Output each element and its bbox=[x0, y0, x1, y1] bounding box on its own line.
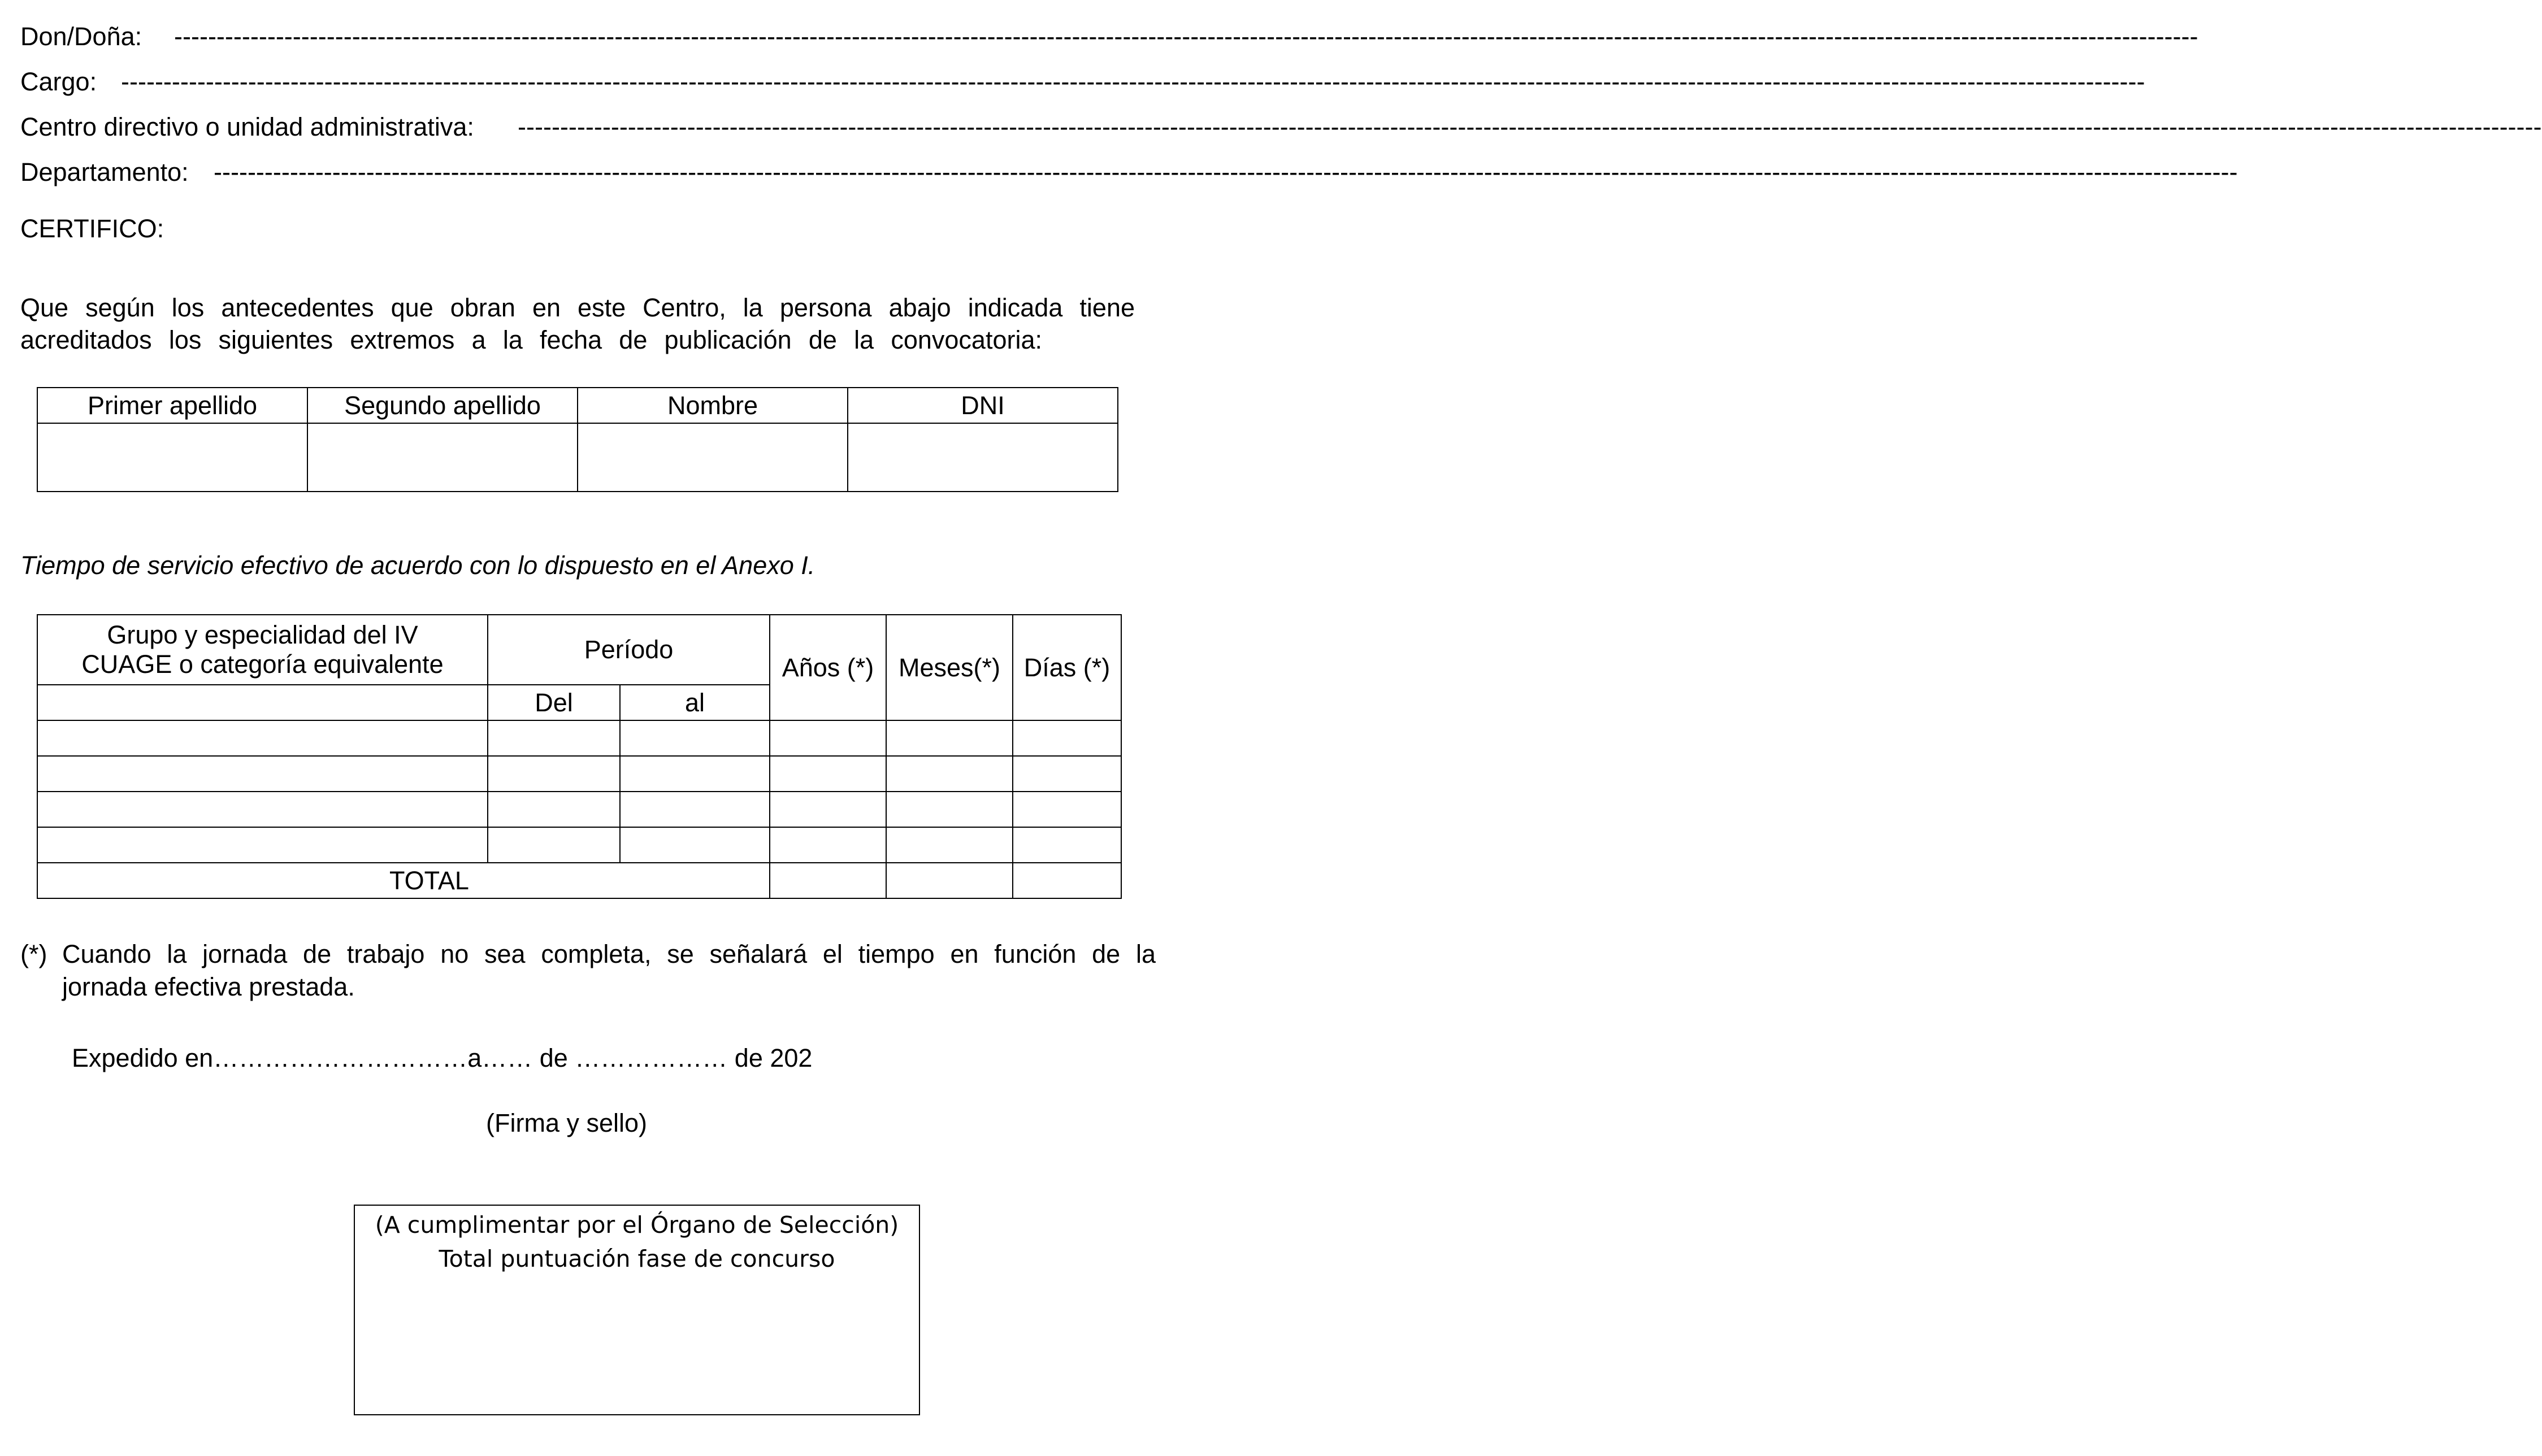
total-row bbox=[37, 863, 1121, 898]
cell-grupo[interactable] bbox=[37, 756, 488, 792]
cell-al[interactable] bbox=[620, 792, 770, 827]
field-don-dona[interactable] bbox=[20, 22, 2198, 51]
cell-al[interactable] bbox=[620, 756, 770, 792]
header-meses: Meses(*) bbox=[886, 615, 1013, 720]
cell-grupo[interactable] bbox=[37, 720, 488, 756]
cell-segundo-apellido[interactable] bbox=[307, 423, 578, 492]
cell-al[interactable] bbox=[620, 720, 770, 756]
cell-nombre[interactable] bbox=[578, 423, 848, 492]
header-grupo-line-2: CUAGE o categoría equivalente bbox=[81, 650, 444, 679]
field-cargo[interactable] bbox=[20, 67, 2145, 96]
dotted-input-line[interactable]: ----------------------------------------------------------------------------------------------------------------------------------------------------------------------------------------------------------------------------------------------- bbox=[214, 158, 2238, 186]
header-grupo-especialidad bbox=[37, 615, 488, 685]
selection-box-line-2: Total puntuación fase de concurso bbox=[439, 1245, 835, 1272]
cell-meses[interactable] bbox=[886, 792, 1013, 827]
total-meses[interactable] bbox=[886, 863, 1013, 898]
service-row bbox=[37, 720, 1121, 756]
header-segundo-apellido: Segundo apellido bbox=[307, 388, 578, 423]
header-al: al bbox=[620, 685, 770, 720]
cell-dias[interactable] bbox=[1013, 792, 1121, 827]
cell-del[interactable] bbox=[488, 792, 620, 827]
cell-meses[interactable] bbox=[886, 720, 1013, 756]
cell-anos[interactable] bbox=[770, 827, 886, 863]
field-label: Departamento: bbox=[20, 158, 189, 186]
service-row bbox=[37, 827, 1121, 863]
cell-anos[interactable] bbox=[770, 720, 886, 756]
header-anos: Años (*) bbox=[770, 615, 886, 720]
cell-anos[interactable] bbox=[770, 756, 886, 792]
header-dias: Días (*) bbox=[1013, 615, 1121, 720]
dotted-input-line[interactable]: ----------------------------------------------------------------------------------------------------------------------------------------------------------------------------------------------------------------------------------------------- bbox=[518, 112, 2542, 141]
note-line-2: jornada efectiva prestada. bbox=[62, 972, 355, 1001]
note-line-1: Cuando la jornada de trabajo no sea completa, se señalará el tiempo en función de la bbox=[62, 940, 1156, 968]
person-table bbox=[37, 387, 1118, 492]
dotted-input-line[interactable]: ----------------------------------------------------------------------------------------------------------------------------------------------------------------------------------------------------------------------------------------------- bbox=[121, 67, 2145, 96]
cell-dni[interactable] bbox=[848, 423, 1118, 492]
field-label: Cargo: bbox=[20, 67, 97, 96]
cell-del[interactable] bbox=[488, 756, 620, 792]
intro-line-1: Que según los antecedentes que obran en este Centro, la persona abajo indicada tiene bbox=[20, 293, 1135, 322]
cell-primer-apellido[interactable] bbox=[37, 423, 307, 492]
header-dni: DNI bbox=[848, 388, 1118, 423]
cell-del[interactable] bbox=[488, 720, 620, 756]
service-table bbox=[37, 614, 1122, 899]
field-label: Centro directivo o unidad administrativa: bbox=[20, 112, 474, 141]
cell-meses[interactable] bbox=[886, 827, 1013, 863]
cell-grupo[interactable] bbox=[37, 792, 488, 827]
dotted-input-line[interactable]: ----------------------------------------------------------------------------------------------------------------------------------------------------------------------------------------------------------------------------------------------- bbox=[174, 22, 2198, 51]
intro-line-2: acreditados los siguientes extremos a la fecha de publicación de la convocatoria: bbox=[20, 325, 1042, 354]
selection-box[interactable] bbox=[354, 1205, 920, 1415]
header-periodo: Período bbox=[488, 615, 770, 685]
total-anos[interactable] bbox=[770, 863, 886, 898]
field-departamento[interactable] bbox=[20, 158, 2238, 186]
cell-dias[interactable] bbox=[1013, 720, 1121, 756]
cell-grupo[interactable] bbox=[37, 827, 488, 863]
field-label: Don/Doña: bbox=[20, 22, 142, 51]
cell-del[interactable] bbox=[488, 827, 620, 863]
service-title: Tiempo de servicio efectivo de acuerdo con lo dispuesto en el Anexo I. bbox=[20, 551, 815, 580]
cell-dias[interactable] bbox=[1013, 827, 1121, 863]
service-row bbox=[37, 756, 1121, 792]
service-row bbox=[37, 792, 1121, 827]
cell-anos[interactable] bbox=[770, 792, 886, 827]
service-row-0-grupo[interactable] bbox=[37, 685, 488, 720]
firma-y-sello: (Firma y sello) bbox=[486, 1109, 648, 1137]
header-nombre: Nombre bbox=[578, 388, 848, 423]
total-dias[interactable] bbox=[1013, 863, 1121, 898]
selection-box-line-1: (A cumplimentar por el Órgano de Selección) bbox=[375, 1211, 899, 1238]
note-marker: (*) bbox=[20, 940, 47, 968]
cell-dias[interactable] bbox=[1013, 756, 1121, 792]
header-del: Del bbox=[488, 685, 620, 720]
total-label: TOTAL bbox=[37, 863, 770, 898]
header-grupo-line-1: Grupo y especialidad del IV bbox=[107, 620, 418, 650]
certifico-heading: CERTIFICO: bbox=[20, 214, 164, 243]
field-centro-directivo[interactable] bbox=[20, 112, 2542, 141]
cell-meses[interactable] bbox=[886, 756, 1013, 792]
cell-al[interactable] bbox=[620, 827, 770, 863]
header-primer-apellido: Primer apellido bbox=[37, 388, 307, 423]
expedido-line[interactable]: Expedido en…………………………a…… de ……………… de 202 bbox=[72, 1044, 813, 1072]
